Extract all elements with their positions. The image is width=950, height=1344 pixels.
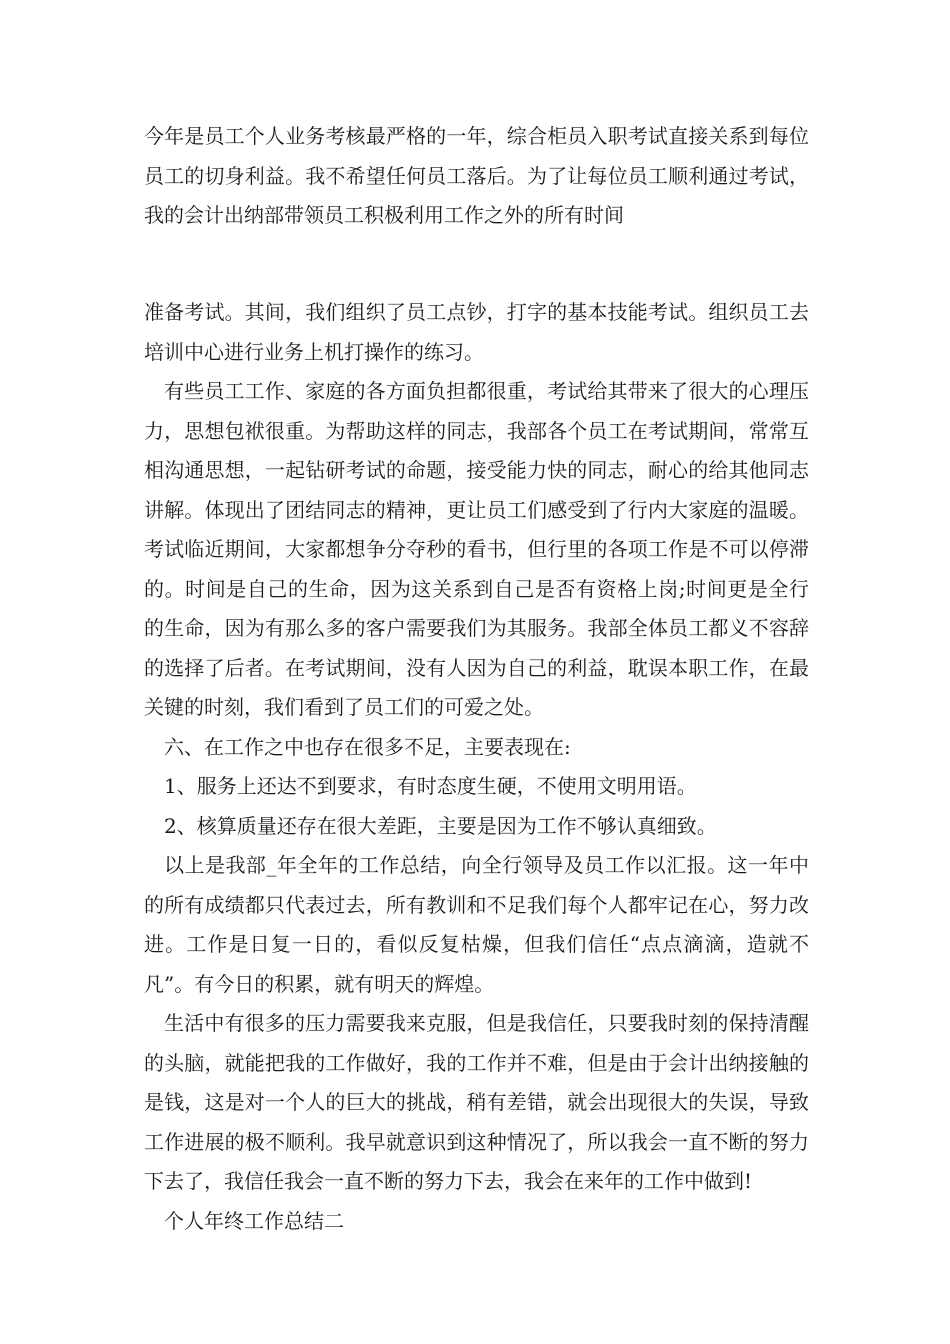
section-heading: 六、在工作之中也存在很多不足，主要表现在: [164,734,571,759]
section-title: 个人年终工作总结二 [164,1208,344,1233]
paragraph: 以上是我部_年全年的工作总结，向全行领导及员工作以汇报。这一年中的所有成绩都只代表过去，所有教训和不足我们每个人都牢记在心，努力改进。工作是日复一日的，看似反复枯燥，但我们信任“点点滴滴，造就不凡”。有今日的积累，就有明天的辉煌。 [144,853,809,996]
paragraph: 今年是员工个人业务考核最严格的一年，综合柜员入职考试直接关系到每位员工的切身利益。我不希望任何员工落后。为了让每位员工顺利通过考试，我的会计出纳部带领员工积极利用工作之外的所有时间 [144,124,809,227]
list-item: 2、核算质量还存在很大差距，主要是因为工作不够认真细致。 [164,813,717,838]
list-item: 1、服务上还达不到要求，有时态度生硬，不使用文明用语。 [164,774,697,798]
paragraph: 准备考试。其间，我们组织了员工点钞，打字的基本技能考试。组织员工去培训中心进行业务上机打操作的练习。 [144,300,809,364]
text-block-main [144,293,809,1241]
text-block-top [144,117,809,236]
paragraph: 有些员工工作、家庭的各方面负担都很重，考试给其带来了很大的心理压力，思想包袱很重。为帮助这样的同志，我部各个员工在考试期间，常常互相沟通思想，一起钻研考试的命题，接受能力快的同志，耐心的给其他同志讲解。体现出了团结同志的精神，更让员工们感受到了行内大家庭的温暖。考试临近期间，大家都想争分夺秒的看书，但行里的各项工作是不可以停滞的。时间是自己的生命，因为这关系到自己是否有资格上岗;时间更是全行的生命，因为有那么多的客户需要我们为其服务。我部全体员工都义不容辞的选择了后者。在考试期间，没有人因为自己的利益，耽误本职工作，在最关键的时刻，我们看到了员工们的可爱之处。 [144,379,809,719]
paragraph: 生活中有很多的压力需要我来克服，但是我信任，只要我时刻的保持清醒的头脑，就能把我的工作做好，我的工作并不难，但是由于会计出纳接触的是钱，这是对一个人的巨大的挑战，稍有差错，就会出现很大的失误，导致工作进展的极不顺利。我早就意识到这种情况了，所以我会一直不断的努力下去了，我信任我会一直不断的努力下去，我会在来年的工作中做到! [144,1011,809,1193]
